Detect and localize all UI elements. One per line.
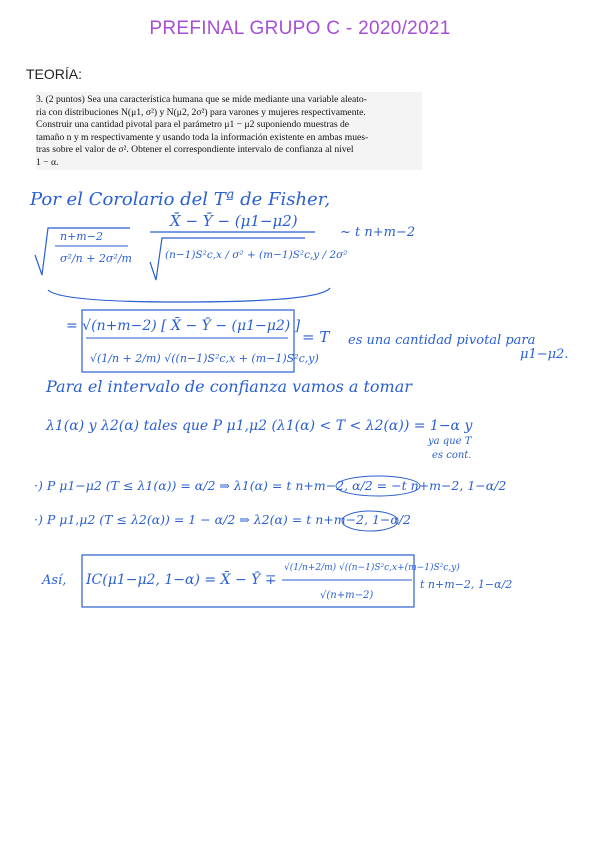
hw-final-t: t n+m−2, 1−α/2 bbox=[420, 578, 513, 591]
hw-pivot-T: = T bbox=[302, 328, 330, 346]
hw-var-x: (n−1)S²c,x / σ² + (m−1)S²c,y / 2σ² bbox=[165, 249, 348, 261]
hw-sigma-n: σ²/n + 2σ²/m bbox=[60, 252, 132, 265]
hw-final-ci: IC(μ1−μ2, 1−α) = X̄ − Ȳ ∓ bbox=[86, 572, 277, 588]
hw-pivot-den: √(1/n + 2/m) √((n−1)S²c,x + (m−1)S²c,y) bbox=[90, 352, 319, 365]
hw-line-4: Para el intervalo de confianza vamos a tomar bbox=[46, 377, 412, 396]
hw-pivot-desc: es una cantidad pivotal para bbox=[348, 333, 536, 348]
hw-pivot-param: μ1−μ2. bbox=[520, 347, 569, 362]
hw-brace bbox=[48, 288, 330, 302]
hw-note-2: es cont. bbox=[432, 450, 472, 461]
hw-final-den: √(n+m−2) bbox=[320, 590, 374, 601]
page-title: PREFINAL GRUPO C - 2020/2021 bbox=[149, 18, 451, 39]
hw-line-6: ·) P μ1−μ2 (T ≤ λ1(α)) = α/2 ⇒ λ1(α) = t n+m−2, α/2 = −t n+m−2, 1−α/2 bbox=[34, 478, 507, 493]
hw-line-7: ·) P μ1,μ2 (T ≤ λ2(α)) = 1 − α/2 ⇒ λ2(α) = t n+m−2, 1−α/2 bbox=[34, 512, 411, 527]
hw-pivot-num: = √(n+m−2) [ X̄ − Ȳ − (μ1−μ2) ] bbox=[66, 318, 301, 334]
problem-line-3: Construir una cantidad pivotal para el parámetro μ1 − μ2 suponiendo muestras de bbox=[36, 119, 350, 131]
hw-fraction-numerator: X̄ − Ȳ − (μ1−μ2) bbox=[170, 212, 298, 230]
hw-distribution: ~ t n+m−2 bbox=[340, 225, 416, 240]
hw-final-num: √(1/n+2/m) √((n−1)S²c,x+(m−1)S²c,y) bbox=[284, 563, 460, 573]
section-label: TEORÍA: bbox=[26, 66, 83, 82]
hw-line-1: Por el Corolario del Tª de Fisher, bbox=[30, 189, 331, 210]
hw-line-5: λ1(α) y λ2(α) tales que P μ1,μ2 (λ1(α) < T < λ2(α)) = 1−α y bbox=[46, 418, 473, 434]
problem-text-1: Sea una característica humana que se mide mediante una variable aleato- bbox=[87, 94, 367, 105]
problem-number: 3. bbox=[36, 94, 44, 105]
hw-asi: Así, bbox=[42, 573, 67, 588]
problem-line-4: tamaño n y m respectivamente y usando toda la información existente en ambas mues- bbox=[36, 131, 369, 143]
hw-note-1: ya que T bbox=[428, 436, 472, 447]
problem-line-5: tras sobre el valor de σ². Obtener el correspondiente intervalo de confianza al nivel bbox=[36, 144, 354, 156]
problem-points: (2 puntos) bbox=[45, 94, 85, 105]
problem-line-2: ria con distribuciones N(μ1, σ²) y N(μ2, 2σ²) para varones y mujeres respectivamente. bbox=[36, 106, 366, 118]
hw-sqrt-n: n+m−2 bbox=[60, 230, 103, 243]
problem-line-6: 1 − α. bbox=[36, 156, 59, 168]
